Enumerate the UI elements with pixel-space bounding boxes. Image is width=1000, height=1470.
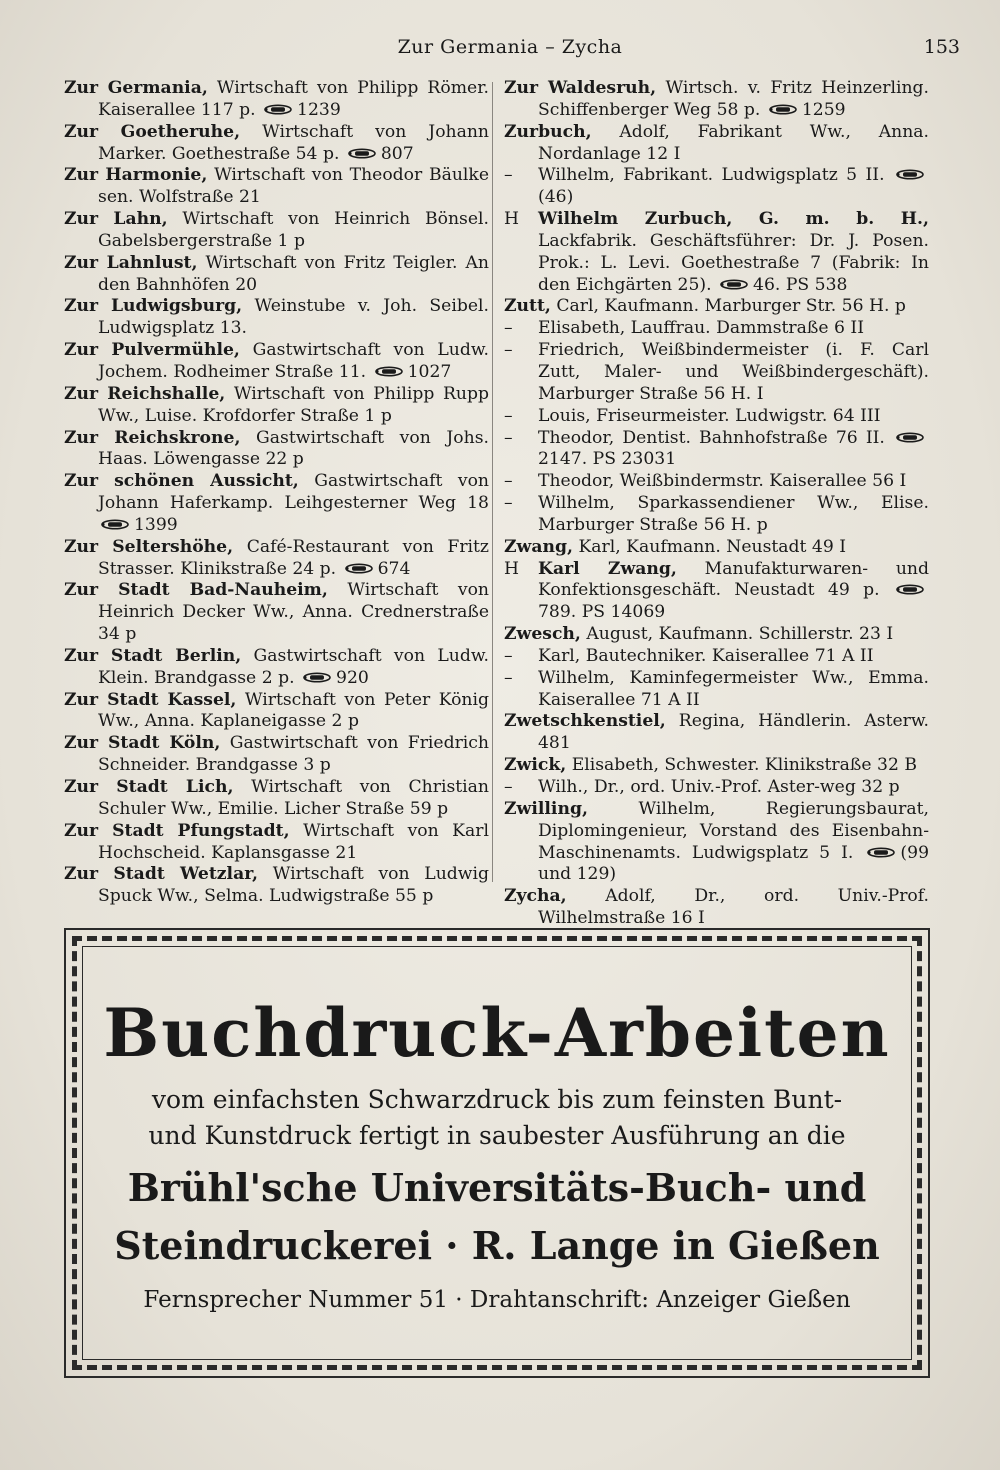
directory-entry [504, 78, 929, 122]
entry-details: Louis, Friseurmeister. Ludwigstr. 64 III [538, 405, 881, 426]
directory-entry [504, 646, 929, 668]
directory-entry [64, 821, 489, 865]
entry-name: Zur Seltershöhe, [64, 536, 234, 557]
entry-name: Zwang, [504, 536, 573, 557]
directory-entry [64, 296, 489, 340]
entry-details: Wirtschaft von Philipp Rupp Ww., Luise. Krofdorfer Straße 1 p [98, 383, 489, 426]
directory-entry [64, 690, 489, 734]
phone-number: 1259 [801, 99, 846, 120]
phone-number: 807 [380, 143, 414, 164]
entry-details: Regina, Händlerin. Asterw. 481 [538, 711, 929, 754]
entry-details: Theodor, Dentist. Bahnhofstraße 76 II. [538, 427, 885, 448]
entry-name: Zur Waldesruh, [504, 78, 657, 98]
running-head-title: Zur Germania – Zycha [397, 36, 623, 58]
directory-entry [64, 580, 489, 646]
directory-entry [64, 864, 489, 908]
directory-entry [64, 777, 489, 821]
directory-entry [504, 122, 929, 166]
entry-details: Wirtschaft von Philipp Römer. Kaiserallee 117 p. [98, 78, 489, 120]
phone-number: 1239 [297, 99, 341, 120]
telephone-icon [374, 366, 404, 377]
entry-name: Zur Stadt Köln, [64, 733, 221, 754]
entry-details: August, Kaufmann. Schillerstr. 23 I [580, 624, 894, 645]
entry-name: Zur Ludwigsburg, [64, 296, 243, 317]
entry-details: Wirtschaft von Christian Schuler Ww., Emilie. Licher Straße 59 p [98, 777, 489, 819]
directory-entry [504, 471, 929, 493]
entry-details: Gastwirtschaft von Friedrich Schneider. Brandgasse 3 p [98, 733, 489, 776]
entry-name: Zurbuch, [504, 121, 592, 142]
entry-details: Manufakturwaren- und Konfektionsgeschäft. Neustadt 49 p. [538, 558, 929, 601]
directory-columns [64, 78, 929, 929]
entry-details: Gastwirtschaft von Johann Haferkamp. Leihgesterner Weg 18 [98, 471, 489, 514]
entry-marker: – [504, 318, 513, 339]
entry-name: Zur Reichshalle, [64, 383, 226, 404]
ad-firm-line-2: Steindruckerei · R. Lange in Gießen [114, 1223, 880, 1268]
entry-details: Elisabeth, Lauffrau. Dammstraße 6 II [538, 318, 864, 339]
directory-entry [504, 537, 929, 559]
entry-details: Wirtschaft von Johann Marker. Goethestraße 54 p. [98, 121, 490, 164]
entry-name: Zur Stadt Kassel, [64, 689, 237, 710]
entry-details: Karl, Bautechniker. Kaiserallee 71 A II [538, 645, 874, 666]
directory-entry [64, 340, 489, 384]
directory-entry [64, 165, 489, 209]
phone-number: 1399 [134, 514, 178, 535]
directory-entry [64, 122, 489, 166]
entry-name: Zur schönen Aussicht, [64, 471, 299, 492]
telephone-icon [263, 104, 293, 115]
ad-title: Buchdruck-Arbeiten [103, 994, 891, 1072]
telephone-icon [100, 519, 130, 530]
entry-marker: – [504, 667, 513, 688]
entry-name: Zur Stadt Lich, [64, 777, 234, 797]
directory-entry [64, 78, 489, 122]
entry-name: Zur Goetheruhe, [64, 121, 241, 142]
entry-details: Friedrich, Weißbindermeister (i. F. Carl Zutt, Maler- und Weißbindergeschäft). Marburger Straße 56 H. I [538, 340, 929, 404]
entry-details: Wirtschaft von Peter König Ww., Anna. Kaplaneigasse 2 p [98, 689, 489, 732]
entry-details: Wilhelm, Kaminfegermeister Ww., Emma. Kaiserallee 71 A II [538, 667, 929, 710]
ad-text-line-1: vom einfachsten Schwarzdruck bis zum feinsten Bunt- [151, 1085, 843, 1114]
entry-name: Zur Lahn, [64, 209, 168, 230]
directory-entry [504, 755, 929, 777]
entry-name: Zur Stadt Wetzlar, [64, 864, 259, 885]
entry-details: Wirtschaft von Heinrich Bönsel. Gabelsbergerstraße 1 p [98, 209, 490, 251]
phone-number: (99 und 129) [538, 842, 929, 885]
entry-marker: – [504, 405, 513, 426]
entry-name: Zur Stadt Berlin, [64, 645, 242, 666]
entry-marker: H [504, 209, 519, 230]
directory-entry [504, 209, 929, 296]
directory-entry [504, 711, 929, 755]
entry-details: Wirtschaft von Theodor Bäulke sen. Wolfstraße 21 [98, 165, 489, 208]
directory-entry [64, 253, 489, 297]
entry-details: Gastwirtschaft von Johs. Haas. Löwengasse 22 p [98, 427, 489, 470]
entry-details: Adolf, Fabrikant Ww., Anna. Nordanlage 12 I [538, 121, 929, 164]
entry-name: Zur Stadt Bad-Nauheim, [64, 580, 328, 601]
entry-marker: – [504, 645, 513, 666]
running-head [60, 36, 960, 66]
entry-details: Adolf, Dr., ord. Univ.-Prof. Wilhelmstraße 16 I [538, 886, 929, 929]
phone-number: 674 [377, 558, 411, 579]
directory-entry [504, 296, 929, 318]
phone-number: 1027 [407, 361, 452, 382]
directory-entry [64, 537, 489, 581]
column-divider [492, 82, 493, 882]
entry-details: Wirtsch. v. Fritz Heinzerling. Schiffenberger Weg 58 p. [538, 78, 929, 120]
directory-entry [504, 559, 929, 625]
entry-name: Zur Lahnlust, [64, 252, 198, 273]
entry-details: Wirtschaft von Fritz Teigler. An den Bahnhöfen 20 [98, 252, 489, 295]
phone-number: (46) [538, 187, 574, 208]
directory-entry [504, 886, 929, 930]
entry-name: Wilhelm Zurbuch, G. m. b. H., [538, 209, 929, 230]
entry-marker: H [504, 558, 519, 579]
ad-text-line-2: und Kunstdruck fertigt in saubester Ausführung an die [148, 1121, 846, 1150]
telephone-icon [866, 847, 896, 858]
entry-name: Zutt, [504, 296, 551, 317]
telephone-icon [895, 169, 925, 180]
directory-entry [64, 384, 489, 428]
entry-name: Zwesch, [504, 624, 581, 645]
telephone-icon [302, 672, 332, 683]
telephone-icon [895, 432, 925, 443]
entry-details: Wirtschaft von Ludwig Spuck Ww., Selma. Ludwigstraße 55 p [98, 864, 490, 907]
entry-marker: – [504, 777, 513, 797]
entry-details: Wirtschaft von Karl Hochscheid. Kaplansgasse 21 [98, 820, 489, 863]
telephone-icon [895, 584, 925, 595]
entry-details: Gastwirtschaft von Ludw. Klein. Brandgasse 2 p. [98, 645, 489, 688]
entry-details: Wirtschaft von Heinrich Decker Ww., Anna. Crednerstraße 34 p [98, 580, 489, 645]
entry-details: Lackfabrik. Geschäftsführer: Dr. J. Posen. Prok.: L. Levi. Goethestraße 7 (Fabrik: In den Eichgärten 25). [538, 230, 929, 295]
directory-entry [504, 428, 929, 472]
advertisement-box [64, 928, 930, 1378]
telephone-icon [344, 563, 374, 574]
entry-details: Carl, Kaufmann. Marburger Str. 56 H. p [550, 296, 906, 317]
entry-marker: – [504, 165, 513, 186]
entry-details: Elisabeth, Schwester. Klinikstraße 32 B [566, 755, 917, 776]
directory-entry [504, 406, 929, 428]
telephone-icon [719, 279, 749, 290]
directory-entry [64, 733, 489, 777]
entry-marker: – [504, 493, 513, 514]
directory-entry [64, 646, 489, 690]
entry-name: Zur Reichskrone, [64, 427, 241, 448]
directory-entry [504, 165, 929, 209]
ad-firm-line-1: Brühl'sche Universitäts-Buch- und [127, 1165, 867, 1210]
entry-marker: – [504, 427, 513, 448]
entry-details: Wilh., Dr., ord. Univ.-Prof. Aster-weg 32 p [538, 777, 900, 797]
phone-number: 2147. PS 23031 [538, 449, 677, 470]
directory-entry [504, 799, 929, 886]
directory-entry [64, 471, 489, 537]
directory-entry [504, 777, 929, 799]
ad-contact-line: Fernsprecher Nummer 51 · Drahtanschrift: Anzeiger Gießen [143, 1287, 851, 1313]
phone-number: 920 [336, 667, 369, 688]
entry-name: Zur Germania, [64, 78, 208, 98]
entry-name: Zur Stadt Pfungstadt, [64, 820, 290, 841]
entry-details: Wilhelm, Fabrikant. Ludwigsplatz 5 II. [538, 165, 885, 186]
entry-name: Zur Harmonie, [64, 165, 208, 186]
directory-entry [64, 209, 489, 253]
directory-entry [504, 340, 929, 406]
directory-entry [504, 493, 929, 537]
directory-entry [504, 668, 929, 712]
entry-marker: – [504, 340, 513, 361]
entry-name: Zwilling, [504, 798, 588, 819]
telephone-icon [768, 104, 798, 115]
directory-entry [504, 318, 929, 340]
directory-entry [64, 428, 489, 472]
entry-details: Wilhelm, Sparkassendiener Ww., Elise. Marburger Straße 56 H. p [538, 493, 929, 535]
entry-details: Gastwirtschaft von Ludw. Jochem. Rodheimer Straße 11. [98, 340, 489, 382]
page-number: 153 [923, 36, 960, 58]
entry-name: Zwick, [504, 755, 567, 776]
entry-details: Theodor, Weißbindermstr. Kaiserallee 56 I [538, 471, 907, 492]
entry-details: Karl, Kaufmann. Neustadt 49 I [572, 536, 847, 557]
phone-number: 789. PS 14069 [538, 602, 666, 623]
left-column [64, 78, 489, 908]
entry-details: Wilhelm, Regierungsbaurat, Diplomingenieur, Vorstand des Eisenbahn-Maschinenamts. Ludwigsplatz 5 I. [538, 798, 929, 863]
entry-name: Zycha, [504, 886, 567, 907]
entry-details: Weinstube v. Joh. Seibel. Ludwigsplatz 13. [98, 296, 489, 339]
phone-number: 46. PS 538 [753, 274, 848, 295]
directory-entry [504, 624, 929, 646]
entry-marker: – [504, 471, 513, 492]
advertisement-content [94, 968, 900, 1356]
entry-name: Zwetschkenstiel, [504, 711, 666, 732]
entry-name: Zur Pulvermühle, [64, 340, 240, 361]
entry-details: Café-Restaurant von Fritz Strasser. Klinikstraße 24 p. [98, 536, 489, 579]
telephone-icon [347, 148, 377, 159]
right-column [504, 78, 929, 930]
entry-name: Karl Zwang, [538, 558, 677, 579]
